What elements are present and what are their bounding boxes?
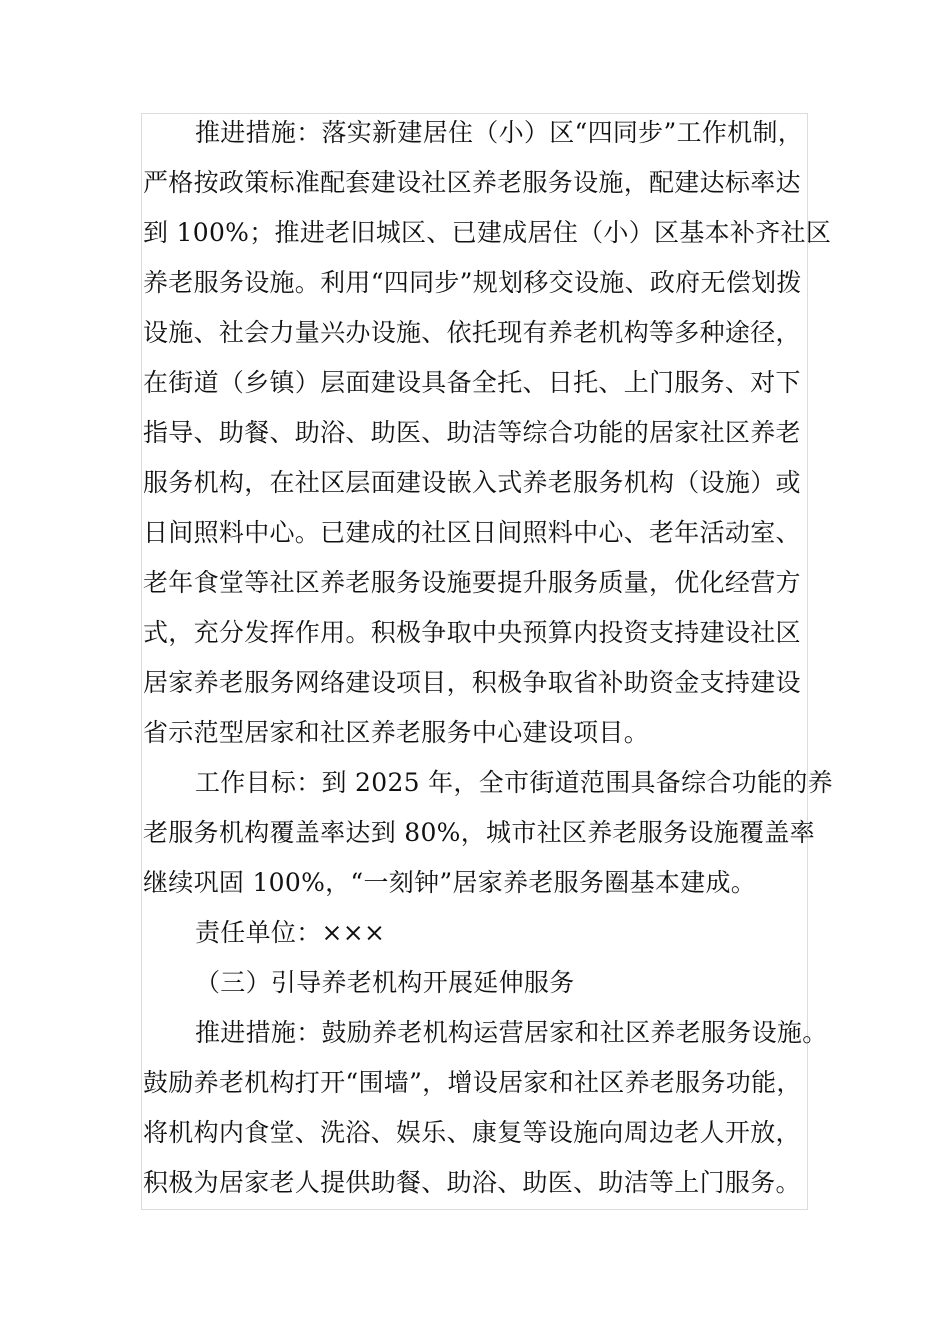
section-heading-text: （三）引导养老机构开展延伸服务 [195, 968, 575, 997]
paragraph-body: 鼓励养老机构打开“围墙”，增设居家和社区养老服务功能， 将机构内食堂、洗浴、娱乐、康复等设施向周边老人开放， 积极为居家老人提供助餐、助浴、助医、助洁等上门服务。 [143, 1068, 802, 1197]
paragraph-first-line: 责任单位：××× [195, 918, 386, 947]
paragraph-body: 老服务机构覆盖率达到 80%，城市社区养老服务设施覆盖率 继续巩固 100%，“一刻钟”居家养老服务圈基本建成。 [143, 818, 815, 897]
section-heading [143, 958, 843, 1008]
paragraph-responsible [143, 908, 843, 958]
paragraph-measures-2 [143, 1008, 843, 1208]
paragraph-first-line: 推进措施：鼓励养老机构运营居家和社区养老服务设施。 [195, 1018, 828, 1047]
paragraph-first-line: 工作目标：到 2025 年，全市街道范围具备综合功能的养 [195, 768, 833, 797]
paragraph-first-line: 推进措施：落实新建居住（小）区“四同步”工作机制， [195, 118, 804, 147]
paragraph-goal [143, 758, 843, 908]
paragraph-measures-1 [143, 108, 843, 758]
paragraph-body: 严格按政策标准配套建设社区养老服务设施，配建达标率达 到 100%；推进老旧城区、已建成居住（小）区基本补齐社区 养老服务设施。利用“四同步”规划移交设施、政府无偿划拨 设施、社会力量兴办设施、依托现有养老机构等多种途径， 在街道（乡镇）层面建设具备全托、日托、上门服务、对下 指导、助餐、助浴、助医、助洁等综合功能的居家社区养老 服务机构，在社区层面建设嵌入式养老服务机构（设施）或 日间照料中心。已建成的社区日间照料中心、老年活动室、 老年食堂等社区养老服务设施要提升服务质量，优化经营方 式，充分发挥作用。积极争取中央预算内投资支持建设社区 居家养老服务网络建设项目，积极争取省补助资金支持建设 省示范型居家和社区养老服务中心建设项目。 [143, 168, 832, 747]
